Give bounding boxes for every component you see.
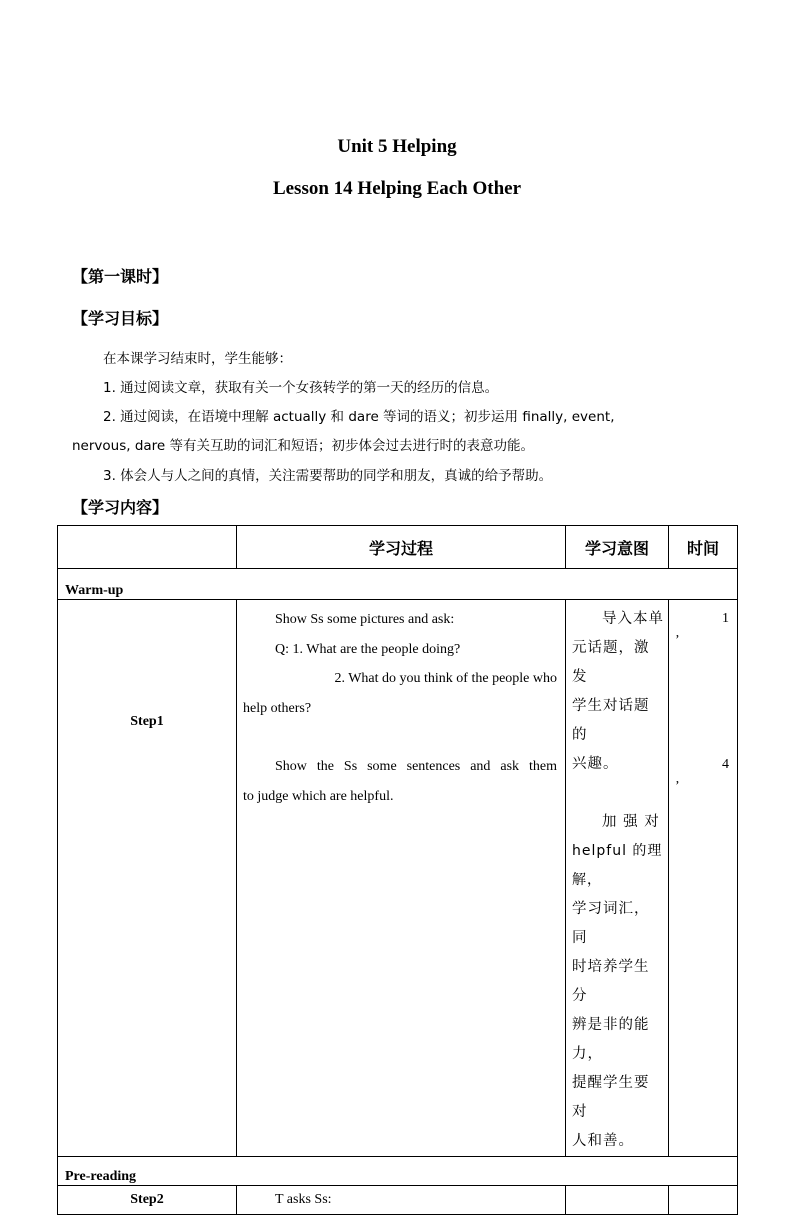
intent-line: 学习词汇，同: [572, 901, 650, 946]
step2-text: Step2: [130, 1192, 164, 1207]
intent-line: 元话题，激发: [572, 640, 650, 685]
step1-process: [237, 600, 566, 1157]
step2-row: [58, 1186, 738, 1215]
header-process: 学习过程: [237, 526, 566, 569]
process-line: Show the Ss some sentences and ask them: [275, 759, 557, 774]
phase-row-prereading: [58, 1157, 738, 1186]
process-line: T asks Ss:: [275, 1192, 332, 1207]
intent-line: 加 强 对: [602, 814, 660, 830]
step2-label: [58, 1186, 237, 1215]
intent-line: helpful 的理解，: [572, 843, 663, 888]
step2-intent: [566, 1186, 669, 1215]
intent-line: 导入本单: [602, 611, 664, 627]
phase-warmup: Warm-up: [58, 569, 738, 600]
intent-line: 人和善。: [572, 1133, 634, 1149]
step1-intent: [566, 600, 669, 1157]
unit-title: Unit 5 Helping: [337, 136, 457, 157]
lesson-title: Lesson 14 Helping Each Other: [272, 178, 522, 199]
intent-line: 提醒学生要对: [572, 1075, 650, 1120]
header-intent: 学习意图: [566, 526, 669, 569]
step2-process: [237, 1186, 566, 1215]
objective-2-line2: nervous, dare 等有关互助的词汇和短语；初步体会过去进行时的表意功能。: [72, 438, 535, 454]
time-value: 4: [722, 757, 729, 772]
process-line: 2. What do you think of the people who: [334, 671, 557, 686]
objectives-intro: 在本课学习结束时，学生能够：: [103, 351, 292, 367]
step1-text: Step1: [130, 714, 164, 729]
phase-row-warmup: [58, 569, 738, 600]
intent-line: 辨是非的能力，: [572, 1017, 650, 1062]
intent-line: 兴趣。: [572, 756, 619, 772]
step1-label: [58, 600, 237, 1157]
step1-time: [669, 600, 738, 1157]
table-header-row: [58, 526, 738, 569]
process-line: help others?: [243, 700, 312, 716]
intent-line: 学生对话题的: [572, 698, 650, 743]
content-heading: 【学习内容】: [72, 498, 169, 517]
step1-row: [58, 600, 738, 1157]
process-line: Show Ss some pictures and ask:: [275, 612, 455, 627]
objective-1: 1. 通过阅读文章，获取有关一个女孩转学的第一天的经历的信息。: [103, 380, 499, 396]
time-value: 1: [722, 611, 729, 626]
phase-prereading: Pre-reading: [58, 1157, 738, 1186]
header-time: 时间: [669, 526, 738, 569]
step2-time: [669, 1186, 738, 1215]
process-line: to judge which are helpful.: [243, 788, 394, 804]
objective-2-line1: 2. 通过阅读，在语境中理解 actually 和 dare 等词的语义；初步运用 finally, event,: [103, 409, 615, 425]
time-tick: ’: [675, 633, 680, 648]
objective-3: 3. 体会人与人之间的真情，关注需要帮助的同学和朋友，真诚的给予帮助。: [103, 468, 553, 484]
time-tick: ’: [675, 779, 680, 794]
process-line: Q: 1. What are the people doing?: [275, 641, 461, 657]
lesson-table: [57, 525, 738, 1215]
period-heading: 【第一课时】: [72, 267, 169, 286]
header-empty-cell: [58, 526, 237, 569]
intent-line: 时培养学生分: [572, 959, 650, 1004]
objectives-heading: 【学习目标】: [72, 309, 169, 328]
